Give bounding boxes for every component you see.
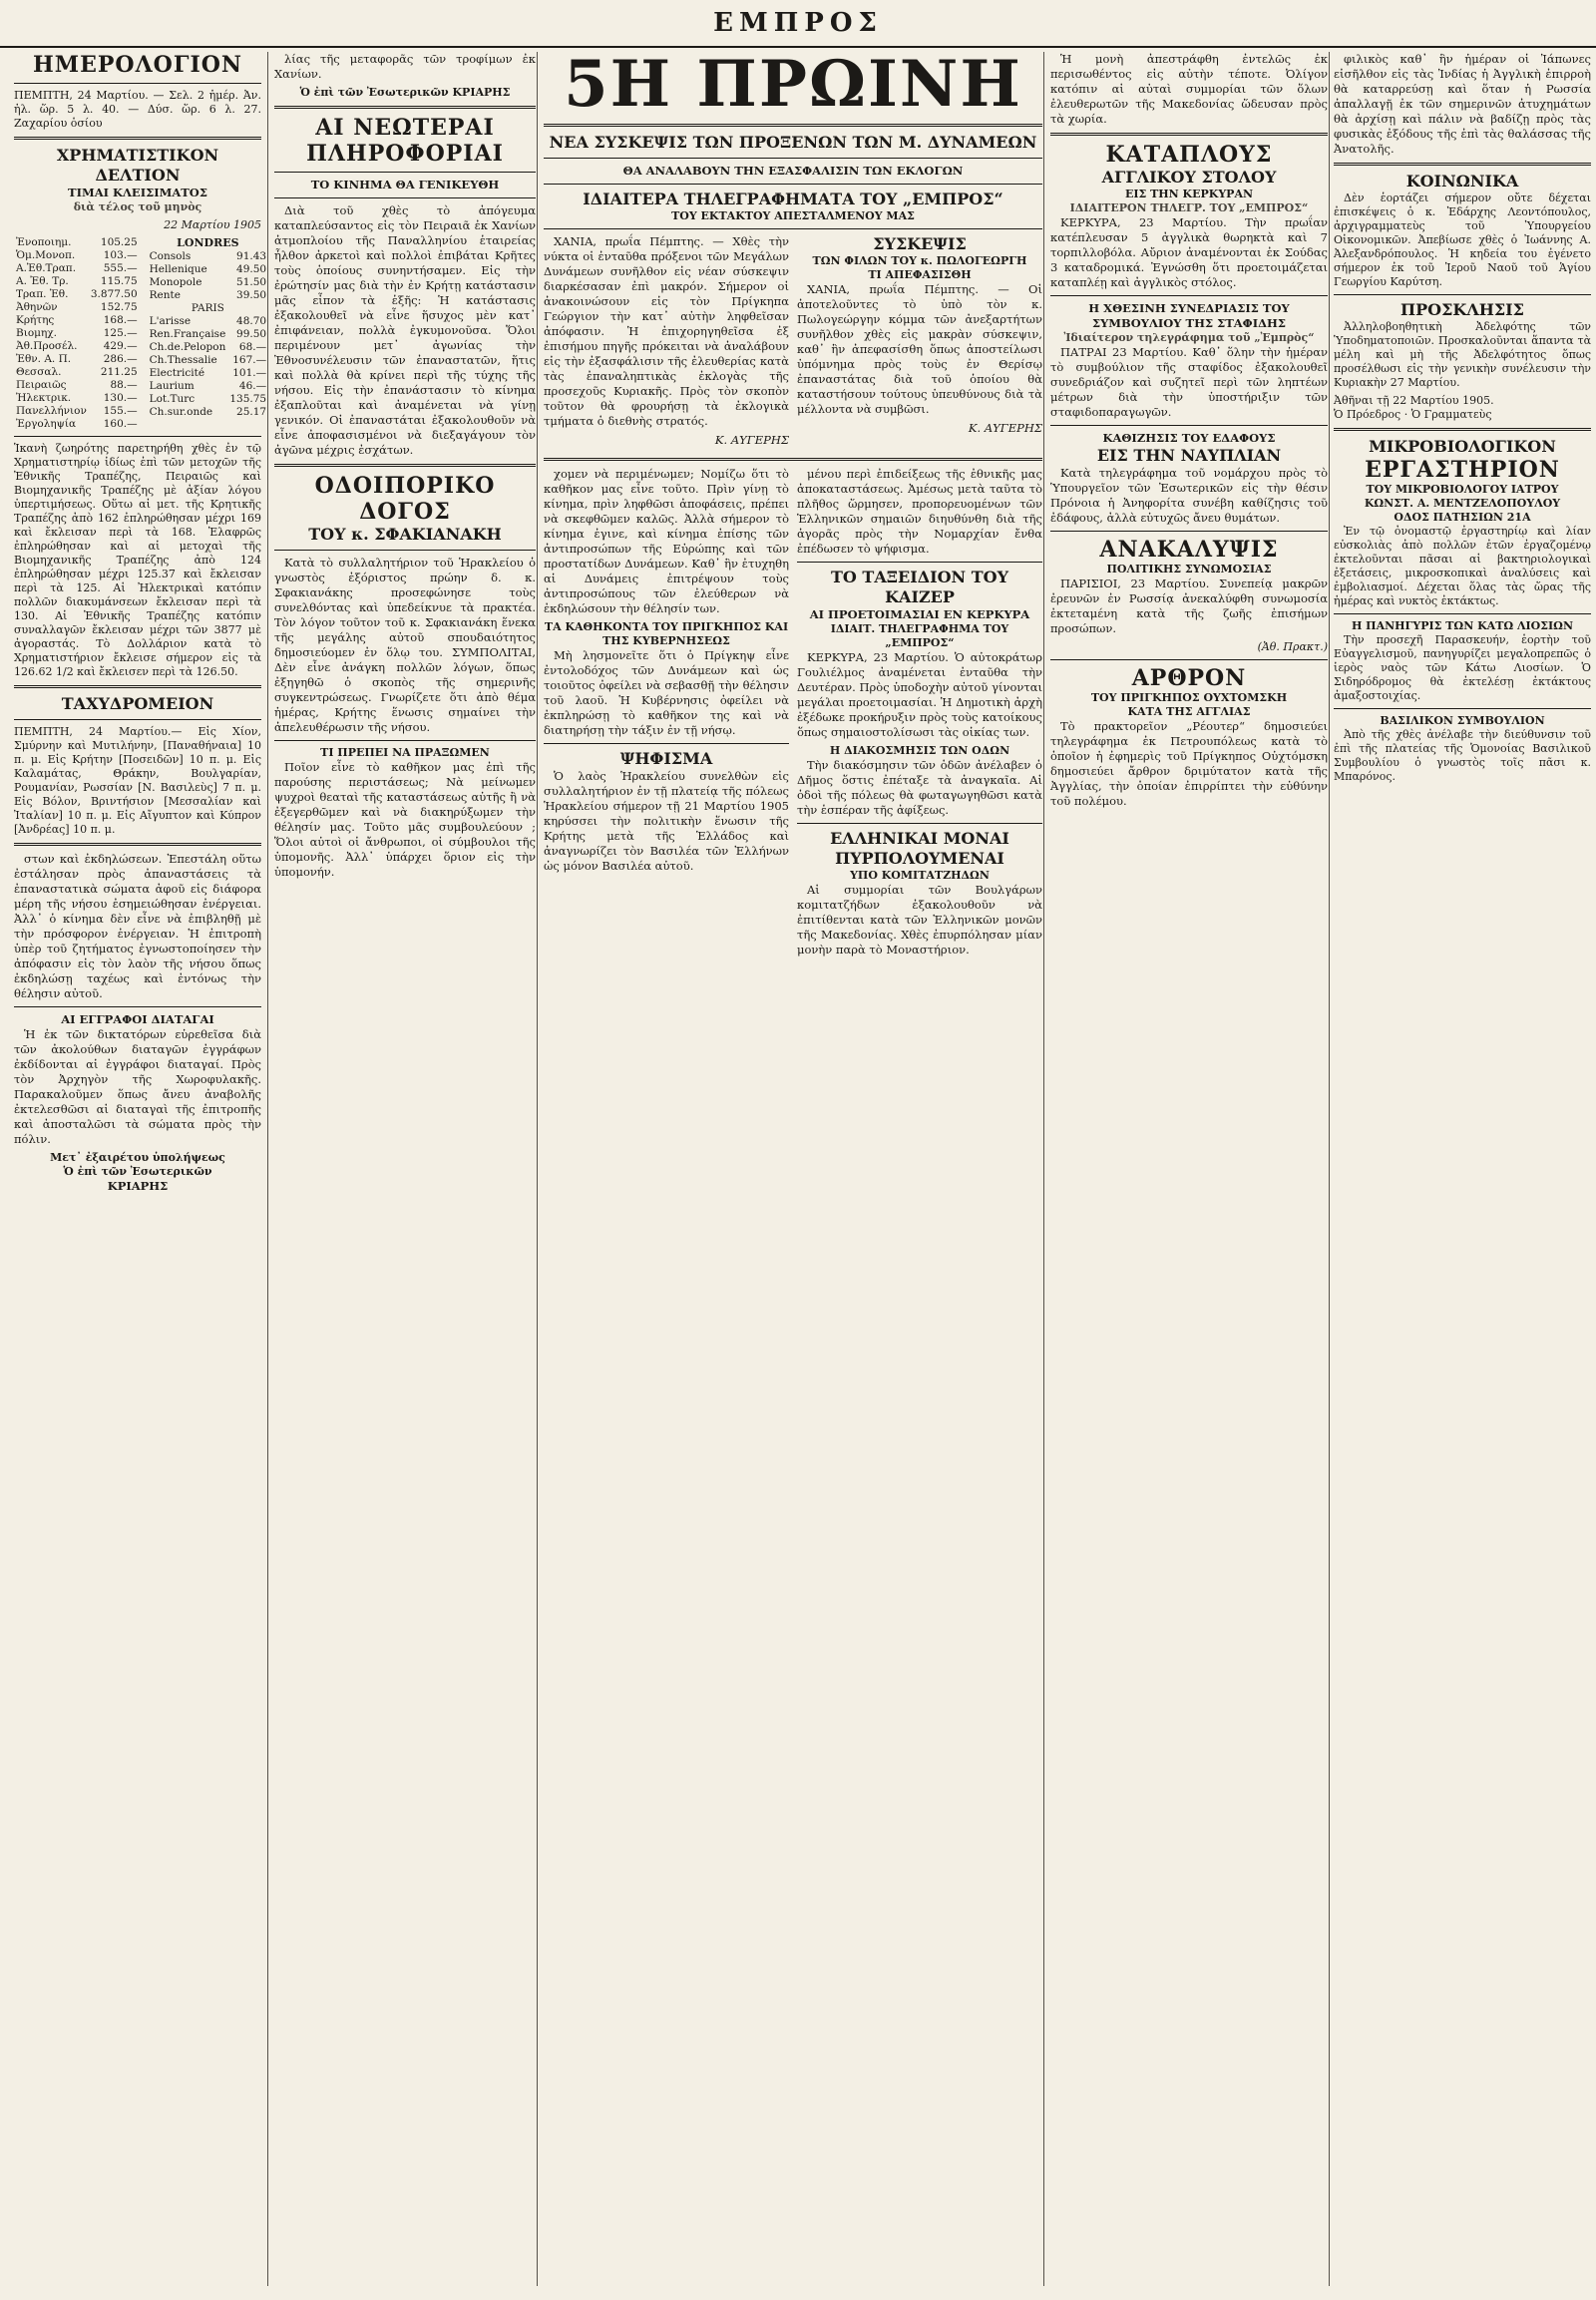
- fleet-heading-3: ΕΙΣ ΤΗΝ ΚΕΡΚΥΡΑΝ: [1124, 188, 1254, 200]
- article-heading-3: ΚΑΤΑ ΤΗΣ ΑΓΓΛΙΑΣ: [1127, 705, 1251, 718]
- sign-line-1: Μετ᾽ ἐξαιρέτου ὑπολήψεως: [50, 1151, 225, 1164]
- price-row: [148, 341, 267, 354]
- price-name: Ch.sur.onde: [149, 406, 213, 418]
- column-6: [1329, 52, 1595, 2286]
- plot-heading-2: ΠΟΛΙΤΙΚΗΣ ΣΥΝΩΜΟΣΙΑΣ: [1106, 563, 1272, 575]
- center-top-split: [544, 234, 1042, 452]
- banner-headline: 5Η ΠΡΩΙΝΗ: [564, 52, 1022, 122]
- center-left-signature: Κ. ΑΥΓΕΡΗΣ: [714, 433, 789, 447]
- speech-text: Κατὰ τὸ συλλαλητήριον τοῦ Ἡρακλείου ὁ γνωστὸς ἐξόριστος πρώην δ. κ. Σφακιανάκης προσεφώνησε τοὺς συνελθόντας καὶ ὑπεδείκνυε τὰ πρακτέα. Τὸν λόγον τοῦτον τοῦ κ. Σφακιανάκη ἕνεκα τῆς μεγάλης αὐτοῦ σπουδαιότητος δημοσιεύομεν ἐν ὅλῳ του. ΣΥΜΠΟΛΙΤΑΙ, Δὲν εἶνε ἀνάγκη πολλῶν λόγων, ὅπως ἐξηγηθῶ ὁ σκοπὸς τῆς σημερινῆς συγκεντρώσεως. Γνωρίζετε ὅτι ἀπὸ θέμα ἡμέρας, Κρήτης ἕνωσις σημαίνει τὴν ἀπελευθέρωσιν τῆς νήσου.: [274, 556, 536, 734]
- price-value: 168.—: [103, 314, 138, 326]
- post-heading: ΤΑΧΥΔΡΟΜΕΙΟΝ: [61, 694, 214, 713]
- price-name: Πειραιῶς: [16, 379, 67, 391]
- price-name: Βιομηχ.: [16, 327, 57, 339]
- raisin-subheading: Ἰδιαίτερον τηλεγράφημα τοῦ „Ἐμπρὸς“: [1063, 331, 1315, 344]
- decree-heading: ΨΗΦΙΣΜΑ: [619, 749, 713, 768]
- price-row: [148, 393, 267, 406]
- price-value: 49.50: [236, 263, 267, 275]
- price-name: Ἠλεκτρικ.: [16, 392, 72, 404]
- land-text: Κατὰ τηλεγράφημα τοῦ νομάρχου πρὸς τὸ Ὑπουργεῖον τῶν Ἐσωτερικῶν εἰς τὴν θέσιν Πρόνοια ἡ Ἀνηφορίτα συνέβη καθίζησις τοῦ ἐδάφους, ἀλλὰ εὐτυχῶς ἄνευ θυμάτων.: [1050, 466, 1328, 525]
- lab-address: ΟΔΟΣ ΠΑΤΗΣΙΩΝ 21Α: [1394, 511, 1531, 524]
- prices-heading: ΤΙΜΑΙ ΚΛΕΙΣΙΜΑΤΟΣ: [68, 186, 207, 199]
- invite-signature: Ὁ Πρόεδρος · Ὁ Γραμματεὺς: [1334, 408, 1492, 421]
- price-value: 68.—: [238, 341, 267, 353]
- price-value: 99.50: [236, 328, 267, 340]
- price-row: [14, 236, 140, 249]
- prices-date: 22 Μαρτίου 1905: [164, 218, 261, 231]
- price-name: Hellenique: [149, 263, 207, 275]
- headline-4: ΤΟΥ ΕΚΤΑΚΤΟΥ ΑΠΕΣΤΑΛΜΕΝΟΥ ΜΑΣ: [671, 209, 915, 222]
- speech-heading-1: ΟΔΟΙΠΟΡΙΚΟ ΔΟΓΟΣ: [314, 473, 496, 525]
- price-name: Θεσσαλ.: [16, 366, 62, 378]
- article-text: Τὸ πρακτορεῖον „Ρέουτερ“ δημοσιεύει τηλεγράφημα ἐκ Πετρουπόλεως κατὰ τὸ ὁποῖον ἡ ἐφημερὶς τοῦ Πρίγκηπος Οὐχτόμσκη δημοσιεύει ἄρθρον δριμύτατον κατὰ τῆς Ἀγγλίας, τὴν ὁποίαν ἐπιρρίπτει τὴν εὐθύνην τοῦ πολέμου.: [1050, 719, 1328, 808]
- market-table: [14, 236, 267, 431]
- price-value: 105.25: [100, 236, 138, 248]
- price-value: 429.—: [103, 340, 138, 352]
- union-text: Ἀπὸ τῆς χθὲς ἀνέλαβε τὴν διεύθυνσιν τοῦ ἐπὶ τῆς πλατείας τῆς Ὁμονοίας Βασιλικοῦ Συμβουλίου ὁ γνωστὸς τοῖς πᾶσι κ. Μπαρόνος.: [1334, 728, 1591, 783]
- price-name: Ἀθ.Προσέλ.: [16, 340, 78, 352]
- price-name: L'arisse: [149, 315, 192, 327]
- article-heading-2: ΤΟΥ ΠΡΙΓΚΗΠΟΣ ΟΥΧΤΟΜΣΚΗ: [1090, 691, 1288, 704]
- masthead-title: ΕΜΠΡΟΣ: [713, 8, 883, 38]
- plot-text: ΠΑΡΙΣΙΟΙ, 23 Μαρτίου. Συνεπείᾳ μακρῶν ἐρευνῶν ἐν Ρωσσίᾳ ἀνεκαλύφθη συνωμοσία ἐκτεταμένη κατὰ τῆς ζωῆς ἐπισήμων προσώπων.: [1050, 576, 1328, 635]
- union-heading: ΒΑΣΙΛΙΚΟΝ ΣΥΜΒΟΥΛΙΟΝ: [1380, 714, 1545, 727]
- invite-date: Ἀθῆναι τῇ 22 Μαρτίου 1905.: [1334, 394, 1494, 407]
- price-value: 115.75: [100, 275, 138, 287]
- col6-lead: φιλικὸς καθ᾽ ἣν ἡμέραν οἱ Ἰάπωνες εἰσῆλθον εἰς τὰς Ἰνδίας ἡ Ἀγγλικὴ ἐπιρροὴ θὰ καταρρεύσῃ καὶ ὅταν ἡ Ρωσσία ἀπαλλαγῇ ἐκ τῶν σημερινῶν ἀτυχημάτων θὰ ἀρχίσῃ καὶ πάλιν νὰ βαδίζῃ πρὸς τὰς φυσικὰς ἐξόδους τῆς ἐπὶ τὰς θαλάσσας τῆς Ἀνατολῆς.: [1334, 52, 1591, 156]
- invite-heading: ΠΡΟΣΚΛΗΣΙΣ: [1400, 300, 1524, 319]
- lab-text: Ἐν τῷ ὀνομαστῷ ἐργαστηρίῳ καὶ λίαν εὐσκολιὰς ἀπὸ πολλῶν ἐτῶν ἐργαζομένῳ ἐκτελοῦνται πᾶσαι αἱ βακτηριολογικαὶ ἐξετάσεις, μικροσκοπικαὶ ἀναλύσεις καὶ ἐμβολιασμοί. Δέχεται ὅλας τὰς ὥρας τῆς ἡμέρας καὶ νυκτὸς ἐκτάκτως.: [1334, 525, 1591, 607]
- plot-stamp: (Ἀθ. Πρακτ.): [1257, 640, 1328, 653]
- price-value: 101.—: [232, 367, 267, 379]
- meeting-heading-2: ΤΩΝ ΦΙΛΩΝ ΤΟΥ κ. ΠΩΛΟΓΕΩΡΓΗ: [812, 254, 1027, 267]
- monasteries-heading-3: ΥΠΟ ΚΟΜΙΤΑΤΖΗΔΩΝ: [850, 869, 990, 882]
- lab-heading-1: ΜΙΚΡΟΒΙΟΛΟΓΙΚΟΝ: [1369, 437, 1556, 456]
- price-row: [148, 315, 267, 328]
- speech-subheading: ΤΙ ΠΡΕΠΕΙ ΝΑ ΠΡΑΞΩΜΕΝ: [320, 746, 490, 759]
- price-row: [14, 327, 140, 340]
- price-value: 125.—: [103, 327, 138, 339]
- price-value: 88.—: [110, 379, 138, 391]
- paris-label-row: [148, 302, 267, 315]
- roads-heading: Η ΔΙΑΚΟΣΜΗΣΙΣ ΤΩΝ ΟΔΩΝ: [829, 744, 1010, 757]
- price-row: [148, 328, 267, 341]
- monasteries-heading-2: ΠΥΡΠΟΛΟΥΜΕΝΑΙ: [835, 849, 1004, 868]
- news-heading-2: ΠΛΗΡΟΦΟΡΙΑΙ: [306, 141, 504, 167]
- price-row: [14, 288, 140, 301]
- price-row: [148, 367, 267, 380]
- news-text: Διὰ τοῦ χθὲς τὸ ἀπόγευμα καταπλεύσαντος εἰς τὸν Πειραιᾶ ἐκ Χανίων ἀτμοπλοίου τῆς Παναλληνίου ἑταιρείας ἦλθον ἀρκετοὶ καὶ πολλοὶ ἐπιβάται Κρῆτες τοὺς ὁποίους συνηντήσαμεν. Εἰς τὴν ἐρώτησίν μας διὰ τὴν ἐν Κρήτῃ κατάστασιν μᾶς εἶπον τὰ ἑξῆς: Ἡ κατάστασις ἐξακολουθεῖ νὰ εἶνε ἥσυχος μὲν κατ᾽ ἐπιφάνειαν, πολλὰ ἐγκυμονοῦσα. Ὅλοι περιμένουν μετ᾽ ἀγωνίας τὴν Ἐθνοσυνέλευσιν τῶν ἐπαναστατῶν, ἥτις καὶ πολλὰ θὰ κρίνει περὶ τῆς τύχης τῆς νήσου. Εἰς τὴν ἐπανάστασιν τὸ κίνημα ἐξαπλοῦται καὶ ἀναμένεται νὰ γίνῃ γενικόν. Οἱ ἐπαναστάται ἐξακολουθοῦν νὰ εἶνε ἀποφασισμένοι νὰ διεξαγάγουν τὸν ἀγῶνα μέχρις ἐσχάτων.: [274, 203, 536, 457]
- raisin-text: ΠΑΤΡΑΙ 23 Μαρτίου. Καθ᾽ ὅλην τὴν ἡμέραν τὸ συμβούλιον τῆς σταφίδος ἐξακολουθεῖ συνεδριάζον καὶ συζητεῖ περὶ τῶν ληπτέων μέτρων διὰ τὴν ὑποστήριξιν τῶν σταφιδοπαραγωγῶν.: [1050, 345, 1328, 419]
- fleet-subheading: ΙΔΙΑΙΤΕΡΟΝ ΤΗΛΕΓΡ. ΤΟΥ „ΕΜΠΡΟΣ“: [1069, 201, 1309, 214]
- calendar-heading: ΗΜΕΡΟΛΟΓΙΟΝ: [32, 52, 243, 78]
- price-row: [14, 353, 140, 366]
- kaiser-heading-2: ΑΙ ΠΡΟΕΤΟΙΜΑΣΙΑΙ ΕΝ ΚΕΡΚΥΡΑ: [809, 607, 1030, 621]
- column-5: [1043, 52, 1334, 2286]
- price-row: [14, 249, 140, 262]
- decree-text: Ὁ λαὸς Ἡρακλείου συνελθὼν εἰς συλλαλητήριον ἐν τῇ πλατείᾳ τῆς πόλεως Ἡρακλείου σήμερον τῇ 21 Μαρτίου 1905 κηρύσσει τὴν πολιτικὴν ἕνωσιν τῆς Κρήτης μετὰ τῆς Ἑλλάδος καὶ ἀναγνωρίζει τὸν Βασιλέα τῶν Ἑλλήνων ὡς μόνον Βασιλέα αὐτοῦ.: [544, 769, 789, 873]
- price-value: 46.—: [238, 380, 267, 392]
- price-row: [14, 275, 140, 288]
- duties-text: Μὴ λησμονεῖτε ὅτι ὁ Πρίγκηψ εἶνε ἐντολοδόχος τῶν Δυνάμεων καὶ ὡς τοιοῦτος ὀφείλει νὰ σεβασθῇ τὴν θέλησιν τοῦ λαοῦ. Ἡ Κυβέρνησις ὀφείλει νὰ ἐκπληρώσῃ τὸ καθῆκον της καὶ νὰ διατηρήσῃ τὴν τάξιν ἐν τῇ νήσῳ.: [544, 648, 789, 737]
- meeting-text: ΧΑΝΙΑ, πρωΐα Πέμπτης. — Οἱ ἀποτελοῦντες τὸ ὑπὸ τὸν κ. Πωλογεώργην κόμμα τῶν ἀνεξαρτήτων συνῆλθον χθὲς εἰς μακρὰν σύσκεψιν, καθ᾽ ἣν ἀπεφασίσθη ὅπως ἀποστείλωσι ὑπόμνημα πρὸς τοὺς ἐν Θερίσῳ ἐπαναστάτας διὰ τοῦ ὁποίου θὰ καταστήσουν τούτους ὑπευθύνους διὰ τὰ μέλλοντα νὰ συμβῶσι.: [797, 282, 1042, 416]
- price-row: [14, 418, 140, 431]
- price-value: 155.—: [103, 405, 138, 417]
- headline-1: ΝΕΑ ΣΥΣΚΕΨΙΣ ΤΩΝ ΠΡΟΞΕΝΩΝ ΤΩΝ Μ. ΔΥΝΑΜΕΩΝ: [549, 133, 1037, 152]
- lab-heading-2: ΕΡΓΑΣΤΗΡΙΟΝ: [1365, 457, 1560, 483]
- price-name: Electricité: [149, 367, 205, 379]
- column-1: [14, 52, 267, 2286]
- price-row: [14, 392, 140, 405]
- price-value: 167.—: [232, 354, 267, 366]
- plot-heading-1: ΑΝΑΚΑΛΥΨΙΣ: [1099, 537, 1279, 563]
- market-heading: ΧΡΗΜΑΤΙΣΤΙΚΟΝ ΔΕΛΤΙΟΝ: [56, 146, 219, 185]
- headline-3: ΙΔΙΑΙΤΕΡΑ ΤΗΛΕΓΡΑΦΗΜΑΤΑ ΤΟΥ „ΕΜΠΡΟΣ“: [583, 190, 1003, 208]
- paris-label: PARIS: [191, 302, 224, 314]
- foreign-prices-table: [148, 250, 267, 419]
- price-name: Τραπ. Ἐθ.: [16, 288, 69, 300]
- duties-heading: ΤΑ ΚΑΘΗΚΟΝΤΑ ΤΟΥ ΠΡΙΓΚΗΠΟΣ ΚΑΙ ΤΗΣ ΚΥΒΕΡΝΗΣΕΩΣ: [544, 620, 789, 647]
- price-name: Ἀθηνῶν: [16, 301, 58, 313]
- price-value: 555.—: [103, 262, 138, 274]
- fair-text: Τὴν προσεχῆ Παρασκευήν, ἑορτὴν τοῦ Εὐαγγελισμοῦ, πανηγυρίζει μεγαλοπρεπῶς ὁ ἱερὸς ναὸς τῶν Κάτω Λιοσίων. Ὁ Σιδηρόδρομος θὰ ἐκτελέσῃ ἐκτάκτους ἀμαξοστοιχίας.: [1334, 633, 1591, 702]
- sign-line-2: Ὁ ἐπὶ τῶν Ἐσωτερικῶν: [63, 1165, 212, 1178]
- price-row: [14, 340, 140, 353]
- kaiser-heading: ΤΟ ΤΑΞΕΙΔΙΟΝ ΤΟΥ ΚΑΙΖΕΡ: [831, 568, 1008, 606]
- news-subheading: ΤΟ ΚΙΝΗΜΑ ΘΑ ΓΕΝΙΚΕΥΘΗ: [310, 178, 500, 192]
- land-heading-2: ΕΙΣ ΤΗΝ ΝΑΥΠΛΙΑΝ: [1096, 446, 1282, 465]
- orders-heading: ΑΙ ΕΓΓΡΑΦΟΙ ΔΙΑΤΑΓΑΙ: [61, 1012, 214, 1026]
- price-row: [148, 276, 267, 289]
- fleet-heading-2: ΑΓΓΛΙΚΟΥ ΣΤΟΛΟΥ: [1101, 168, 1277, 187]
- monasteries-text: Αἱ συμμορίαι τῶν Βουλγάρων κομιτατζήδων ἐξακολουθοῦν νὰ ἐπιτίθενται κατὰ τῶν Ἑλληνικῶν μονῶν τῆς Μακεδονίας. Χθὲς ἐπυρπόλησαν μίαν μονὴν παρὰ τὸ Μοναστήριον.: [797, 883, 1042, 957]
- price-name: Πανελλήνιον: [16, 405, 87, 417]
- price-value: 39.50: [236, 289, 267, 301]
- price-row: [148, 354, 267, 367]
- price-row: [148, 406, 267, 419]
- fleet-heading-1: ΚΑΤΑΠΛΟΥΣ: [1105, 142, 1273, 168]
- roads-text: Τὴν διακόσμησιν τῶν ὁδῶν ἀνέλαβεν ὁ Δῆμος ὅστις ἐπέταξε τὰ ἀναγκαῖα. Αἱ ὁδοὶ τῆς πόλεως θὰ φωταγωγηθῶσι κατὰ τὴν ἑσπέραν τῆς ἀφίξεως.: [797, 758, 1042, 817]
- price-name: Rente: [149, 289, 181, 301]
- center-columns: [537, 52, 1048, 2286]
- meeting-heading-3: ΤΙ ΑΠΕΦΑΣΙΣΘΗ: [868, 268, 972, 281]
- price-row: [14, 301, 140, 314]
- price-name: Ἐνοποιημ.: [16, 236, 72, 248]
- price-row: [148, 380, 267, 393]
- price-value: 152.75: [100, 301, 138, 313]
- lead-signature: Ὁ ἐπὶ τῶν Ἐσωτερικῶν ΚΡΙΑΡΗΣ: [299, 86, 511, 99]
- price-value: 51.50: [236, 276, 267, 288]
- price-name: Monopole: [149, 276, 202, 288]
- orders-text: Ἡ ἐκ τῶν δικτατόρων εὑρεθεῖσα διὰ τῶν ἀκολούθων διαταγῶν ἐγγράφων ἐκδίδονται αἱ ἐγγράφοι διαταγαί. Πρὸς τὸν Ἀρχηγὸν τῆς Χωροφυλακῆς. Παρακαλοῦμεν ὅπως ἄνευ ἀναβολῆς ἐκτελεσθῶσι αἱ διαταγαὶ τῆς ἐπιτροπῆς καὶ ἀποσταλῶσι τὰ σώματα πρὸς τὴν πόλιν.: [14, 1027, 261, 1146]
- headline-2: ΘΑ ΑΝΑΛΑΒΟΥΝ ΤΗΝ ΕΞΑΣΦΑΛΙΣΙΝ ΤΩΝ ΕΚΛΟΓΩΝ: [622, 164, 964, 178]
- price-row: [148, 250, 267, 263]
- kaiser-text: ΚΕΡΚΥΡΑ, 23 Μαρτίου. Ὁ αὐτοκράτωρ Γουλιέλμος ἀναμένεται ἐνταῦθα τὴν Δευτέραν. Πρὸς ὑποδοχὴν αὐτοῦ γίνονται μεγάλαι προετοιμασίαι. Ἡ Δημοτικὴ ἀρχὴ ἐξέδωκε προκήρυξιν πρὸς τοὺς κατοίκους ὅπως σημαιοστολίσωσι τὰς οἰκίας των.: [797, 650, 1042, 739]
- price-name: Α.Ἐθ.Τραπ.: [16, 262, 77, 274]
- prices-subheading: διὰ τέλος τοῦ μηνὸς: [73, 200, 202, 213]
- price-name: Ἐθν. Α. Π.: [16, 353, 72, 365]
- price-value: 3.877.50: [90, 288, 138, 300]
- lab-heading-4: ΚΩΝΣΤ. Α. ΜΕΝΤΖΕΛΟΠΟΥΛΟΥ: [1364, 497, 1561, 510]
- meeting-heading: ΣΥΣΚΕΨΙΣ: [873, 234, 967, 253]
- masthead: [0, 0, 1596, 48]
- price-value: 130.—: [103, 392, 138, 404]
- price-row: [14, 405, 140, 418]
- fair-heading: Η ΠΑΝΗΓΥΡΙΣ ΤΩΝ ΚΑΤΩ ΛΙΟΣΙΩΝ: [1351, 619, 1574, 632]
- news-heading-1: ΑΙ ΝΕΩΤΕΡΑΙ: [315, 115, 495, 141]
- price-name: Ch.Thessalie: [149, 354, 217, 366]
- meeting-signature: Κ. ΑΥΓΕΡΗΣ: [968, 421, 1042, 435]
- price-value: 103.—: [103, 249, 138, 261]
- price-value: 286.—: [103, 353, 138, 365]
- price-value: 48.70: [236, 315, 267, 327]
- local-prices-table: [14, 236, 140, 431]
- lead-text: λίας τῆς μεταφορᾶς τῶν τροφίμων ἐκ Χανίων.: [274, 52, 536, 81]
- price-name: Consols: [149, 250, 192, 262]
- speech-text-2: Ποῖον εἶνε τὸ καθῆκον μας ἐπὶ τῆς παρούσης περιστάσεως; Νὰ μείνωμεν ψυχροὶ θεαταὶ τῆς καταστάσεως αὐτῆς ἢ νὰ ἐξεγερθῶμεν καὶ νὰ διακηρύξωμεν τὴν θέλησίν μας. Τοῦτο μᾶς συμβουλεύουν ; Ὅλοι αὐτοὶ οἱ ἄνθρωποι, οἱ σύμβουλοι τῆς ὑπομονῆς. Ἀλλ᾽ ὑπάρχει ὅριον εἰς τὴν ὑπομονήν.: [274, 760, 536, 879]
- price-row: [14, 314, 140, 327]
- price-name: Ὁμ.Μονοπ.: [16, 249, 76, 261]
- price-name: Ch.de.Pelopon: [149, 341, 226, 353]
- price-row: [148, 289, 267, 302]
- price-value: 160.—: [103, 418, 138, 430]
- lower-left-text: χομεν νὰ περιμένωμεν; Νομίζω ὅτι τὸ καθῆκον μας εἶνε τοῦτο. Πρὶν γίνῃ τὸ κίνημα, πρὶν ληφθῶσι ἀποφάσεις, πρέπει νὰ σκεφθῶμεν καλῶς. Ἀλλὰ σήμερον τὸ κίνημα ἐγινε, καὶ κίνημα ἐπίσης τῶν ἀντιπροσώπων τῆς Εὐρώπης καὶ τῶν προστατίδων Δυνάμεων. Καθ᾽ ἣν ἐτυχηθη αἱ Δυνάμεις ἐπιτρέψουν τοὺς ἀντιπροσώπους τῶν ἐλεύθερων νὰ ἐκδηλώσουν τὴν θέλησίν των.: [544, 467, 789, 615]
- article-body: στων καὶ ἐκδηλώσεων. Ἐπεστάλη οὕτω ἐστάλησαν πρὸς ἀπαναστάσεις τὰ ἐπαναστατικὰ σώματα ἀφοῦ εἰς διάφορα μέρη τῆς νήσου ἐσημειώθησαν ἐνέργειαι. Ἀλλ᾽ ὁ κίνημα δὲν εἶνε νὰ ἐπιβληθῇ μὲ τὴν πρόσφορον ἐνέργειαν. Ἡ ἐπιτροπὴ ὑπὲρ τοῦ ζητήματος ἐγνωστοποίησεν τὴν ἀπόφασιν εἰς τὸν λαὸν τῆς νήσου ὅπως ἐκδηλώσῃ ταχέως καὶ ἐντόνως τὴν θέλησιν αὐτοῦ.: [14, 852, 261, 1000]
- monasteries-heading-1: ΕΛΛΗΝΙΚΑΙ ΜΟΝΑΙ: [830, 829, 1009, 848]
- price-name: Α. Ἐθ. Τρ.: [16, 275, 69, 287]
- invite-text: Ἀλληλοβοηθητικὴ Ἀδελφότης τῶν Ὑποδηματοποιῶν. Προσκαλοῦνται ἅπαντα τὰ μέλη καὶ μὴ τῆς Ἀδελφότητος ὅπως προσέλθωσι εἰς τὴν γενικὴν συνέλευσιν τὴν Κυριακὴν 27 Μαρτίου.: [1334, 320, 1591, 389]
- price-name: Lot.Turc: [149, 393, 196, 405]
- price-row: [14, 379, 140, 392]
- price-value: 91.43: [236, 250, 267, 262]
- social-heading: ΚΟΙΝΩΝΙΚΑ: [1405, 172, 1519, 191]
- london-label: LONDRES: [177, 236, 239, 249]
- price-name: Laurium: [149, 380, 195, 392]
- article-heading-1: ΑΡΘΡΟΝ: [1131, 665, 1247, 691]
- speech-heading-2: ΤΟΥ κ. ΣΦΑΚΙΑΝΑΚΗ: [308, 525, 502, 544]
- col5-lead: Ἡ μονὴ ἀπεστράφθη ἐντελῶς ἐκ περισωθέντος εἰς αὐτὴν τέποτε. Ὀλίγον κατόπιν αἱ αὐταὶ συμμορίαι τῶν ὅλων ἐλευθερωτῶν τῆς Μακεδονίας ὥδευσαν πρὸς τὰ χωρία.: [1050, 52, 1328, 126]
- center-left-text: ΧΑΝΙΑ, πρωΐα Πέμπτης. — Χθὲς τὴν νύκτα οἱ ἐνταῦθα πρόξενοι τῶν Μεγάλων Δυνάμεων συνῆλθον εἰς νέαν σύσκεψιν διαρκέσασαν ἐπὶ μακρόν. Σήμερον οἱ ἀνακοινώσουν εἰς τὸν Πρίγκηπα Γεώργιον τὴν κατ᾽ αὐτὴν ληφθεῖσαν ἀπόφασιν. Ἡ ἐπιχορηγηθεῖσα ἐξ ἐπισήμου πηγῆς πρόκειται νὰ ἀναλάβουν εἰς τὴν ἐξασφάλισιν τῆς ἐλευθερίας κατὰ τὰς ἐπαναληπτικὰς ἐκλογὰς τῆς προσεχοῦς Κυριακῆς. Πρὸς τὸν σκοπὸν τοῦτον θὰ φρουρήσῃ τὰ ἐκλογικὰ τμήματα ὁ διεθνὴς στρατός.: [544, 234, 789, 428]
- land-heading-1: ΚΑΘΙΖΗΣΙΣ ΤΟΥ ΕΔΑΦΟΥΣ: [1102, 431, 1276, 445]
- raisin-heading: Η ΧΘΕΣΙΝΗ ΣΥΝΕΔΡΙΑΣΙΣ ΤΟΥ ΣΥΜΒΟΥΛΙΟΥ ΤΗΣ ΣΤΑΦΙΔΗΣ: [1088, 301, 1290, 330]
- column-2: [267, 52, 542, 2286]
- price-row: [148, 263, 267, 276]
- price-name: Ren.Française: [149, 328, 226, 340]
- calendar-text: ΠΕΜΠΤΗ, 24 Μαρτίου. — Σελ. 2 ἡμέρ. Ἀν. ἡλ. ὥρ. 5 λ. 40. — Δύσ. ὥρ. 6 λ. 27. Ζαχαρίου ὁσίου: [14, 89, 261, 130]
- price-row: [14, 262, 140, 275]
- price-row: [14, 366, 140, 379]
- price-value: 25.17: [236, 406, 267, 418]
- social-text: Δὲν ἑορτάζει σήμερον οὔτε δέχεται ἐπισκέψεις ὁ κ. Ἐδάρχης Λεοντόπουλος, ἀρχιγραμματεὺς τοῦ Ὑπουργείου Οἰκονομικῶν. Ἀπεβίωσε χθὲς ὁ Ἰωάννης Α. Ἀλεξανδρόπουλος. Ἡ κηδεία του ἐγένετο σήμερον ἐκ τοῦ Ἰεροῦ Ναοῦ τοῦ Ἁγίου Γεωργίου Καρύτση.: [1334, 192, 1591, 288]
- center-lower-split: [544, 467, 1042, 961]
- sign-line-3: ΚΡΙΑΡΗΣ: [107, 1179, 169, 1193]
- lower-right-text: μένου περὶ ἐπιδείξεως τῆς ἐθνικῆς μας ἀποκαταστάσεως. Ἀμέσως μετὰ ταῦτα τὸ πλῆθος ὥρμησεν, προπορευομένων τῶν Ἑλληνικῶν σημαιῶν διηυθύνθη διὰ τῆς ἀγορᾶς πρὸς τὴν Νομαρχίαν ἔνθα ἐπέδωσεν τὸ ψήφισμα.: [797, 467, 1042, 556]
- fleet-text: ΚΕΡΚΥΡΑ, 23 Μαρτίου. Τὴν πρωΐαν κατέπλευσαν 5 ἀγγλικὰ θωρηκτὰ καὶ 7 τορπιλλοβόλα. Αὔριον ἀναμένονται ἐκ Σούδας 3 καταδρομικά. Ἐγνώσθη ὅτι προετοιμάζεται καταπλέῃ καὶ ἀγγλικὸς στόλος.: [1050, 215, 1328, 289]
- post-text: ΠΕΜΠΤΗ, 24 Μαρτίου.— Εἰς Χίον, Σμύρνην καὶ Μυτιλήνην, [Παναθήναια] 10 π. μ. Εἰς Κρήτην [Ποσειδῶν] 10 π. μ. Εἰς Καλαμάτας, Θράκην, Βουλγαρίαν, Ρουμανίαν, Ρωσσίαν [Ν. Βασιλεὺς] 7 π. μ. Εἰς Βόλον, Βριντήσιον [Μεσσαλίαν καὶ Ἰταλίαν] 10 π. μ. Εἰς Αἴγυπτον καὶ Κύπρον [Ἀνδρέας] 10 π. μ.: [14, 725, 261, 836]
- lab-heading-3: ΤΟΥ ΜΙΚΡΟΒΙΟΛΟΓΟΥ ΙΑΤΡΟΥ: [1366, 483, 1559, 496]
- price-value: 211.25: [100, 366, 138, 378]
- kaiser-subheading: ΙΔΙΑΙΤ. ΤΗΛΕΓΡΑΦΗΜΑ ΤΟΥ „ΕΜΠΡΟΣ“: [830, 622, 1009, 649]
- price-value: 135.75: [229, 393, 267, 405]
- price-name: Κρήτης: [16, 314, 55, 326]
- price-name: Ἐργοληψία: [16, 418, 77, 430]
- market-report: Ἱκανὴ ζωηρότης παρετηρήθη χθὲς ἐν τῷ Χρηματιστηρίῳ ἰδίως ἐπὶ τῶν μετοχῶν τῆς Ἐθνικῆς Τραπέζης, Πειραιῶς καὶ Βιομηχανικῆς Τραπέζης μὲ ἀξίαν λόγου ὑπερτιμήσεως. Οὕτω αἱ μετ. τῆς Κρητικῆς Τραπέζης ἀπὸ 162 ἐπληρώθησαν μέχρι 169 καὶ ἔκλεισαν περὶ τὰ 168. Ἐλαφρῶς ἐπληρώθησαν καὶ αἱ μετοχαὶ τῆς Βιομηχανικῆς Τραπέζης ἀπὸ 124 ἐπληρώθησαν μέχρι 125.37 καὶ ἔκλεισαν περὶ τὰ 125. Αἱ Ἠλεκτρικαὶ κατόπιν πολλῶν διακυμάνσεων ἔκλεισαν περὶ τὰ 130. Αἱ Ἐθνικῆς Τραπέζης κατόπιν συναλλαγῶν ἔκλεισαν μέχρι τῶν 3877 μὲ ἀγοραστάς. Τὸ Δολλάριον κατὰ τὸ Χρηματιστήριον ἔκλεισε σήμερον εἰς τὰ 126.62 1/2 καὶ ἔκλεισεν περὶ τὰ 126.50.: [14, 442, 261, 678]
